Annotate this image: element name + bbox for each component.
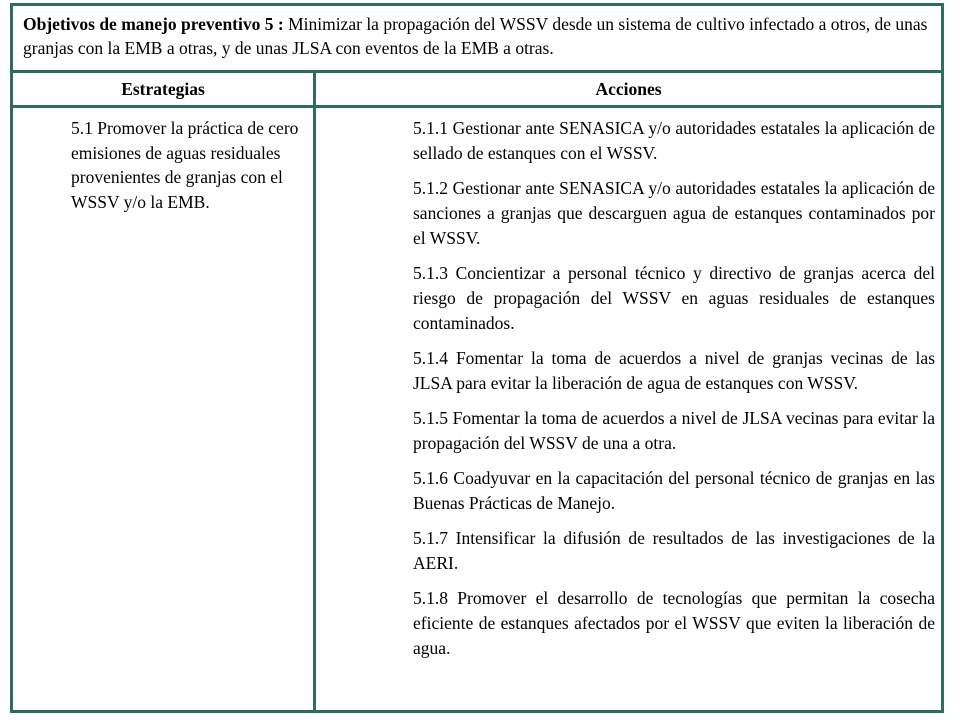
column-divider — [313, 70, 316, 710]
actions-cell — [413, 116, 935, 671]
action-item: 5.1.3 Concientizar a personal técnico y directivo de granjas acerca del riesgo de propagación del WSSV en aguas residuales de estanques contaminados. — [413, 263, 935, 333]
header-actions: Acciones — [595, 79, 662, 99]
header-strategies: Estrategias — [121, 79, 205, 99]
table-frame — [10, 3, 944, 713]
objective-text: Minimizar la propagación del WSSV desde un sistema de cultivo infectado a otros, de unas granjas con la EMB a otras, y de unas JLSA con eventos de la EMB a otras. — [23, 14, 928, 58]
action-item: 5.1.8 Promover el desarrollo de tecnologías que permitan la cosecha eficiente de estanques afectados por el WSSV que eviten la liberación de agua. — [413, 588, 935, 658]
action-item: 5.1.5 Fomentar la toma de acuerdos a nivel de JLSA vecinas para evitar la propagación del WSSV de una a otra. — [413, 408, 935, 453]
action-item: 5.1.6 Coadyuvar en la capacitación del personal técnico de granjas en las Buenas Prácticas de Manejo. — [413, 468, 935, 513]
strategy-cell: 5.1 Promover la práctica de cero emisiones de aguas residuales provenientes de granjas con el WSSV y/o la EMB. — [71, 118, 299, 212]
table-header-row — [13, 70, 941, 108]
objective-cell — [13, 6, 941, 70]
objective-label: Objetivos de manejo preventivo 5 : — [23, 14, 284, 34]
action-item: 5.1.1 Gestionar ante SENASICA y/o autoridades estatales la aplicación de sellado de estanques con el WSSV. — [413, 118, 935, 163]
action-item: 5.1.2 Gestionar ante SENASICA y/o autoridades estatales la aplicación de sanciones a granjas que descarguen agua de estanques contaminados por el WSSV. — [413, 178, 935, 248]
action-item: 5.1.7 Intensificar la difusión de resultados de las investigaciones de la AERI. — [413, 528, 935, 573]
action-item: 5.1.4 Fomentar la toma de acuerdos a nivel de granjas vecinas de las JLSA para evitar la liberación de agua de estanques con WSSV. — [413, 348, 935, 393]
